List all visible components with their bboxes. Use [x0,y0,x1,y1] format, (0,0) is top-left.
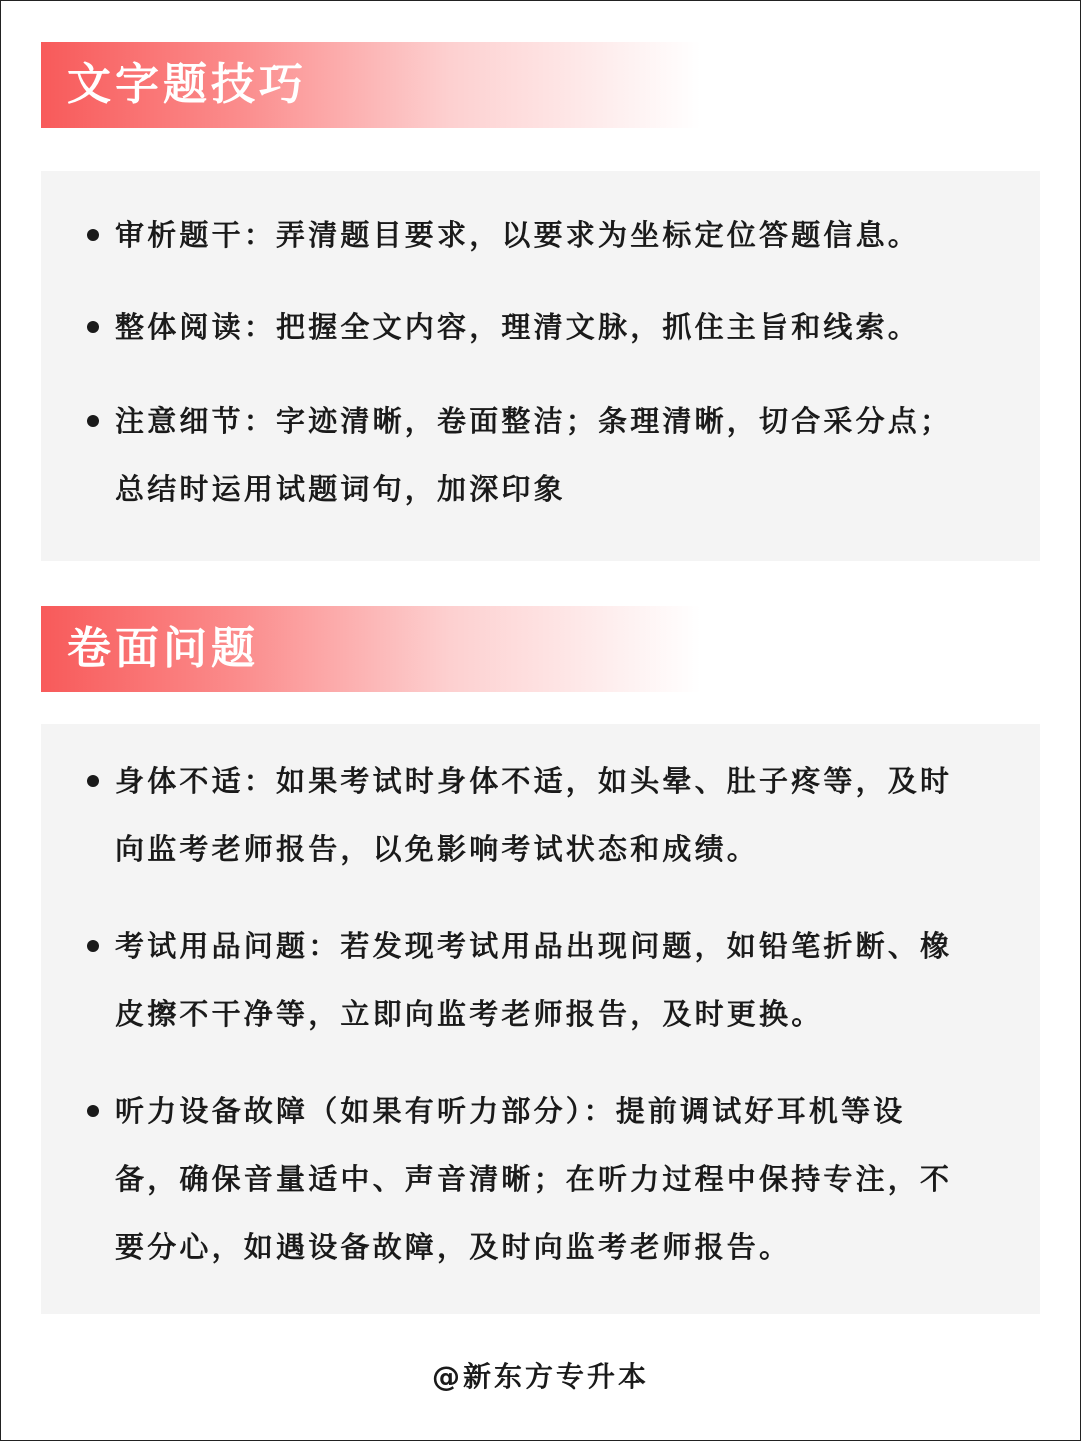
item-text: 总结时运用试题词句，加深印象 [115,472,566,506]
section-title-text: 文字题技巧 [67,59,307,110]
bullet-icon [87,940,99,952]
list-item [115,912,995,1048]
bullet-icon [87,1105,99,1117]
section-title-paper-issues [41,606,701,692]
list-item [115,747,995,883]
item-text: 注意细节：字迹清晰，卷面整洁；条理清晰，切合采分点； [115,404,953,438]
bullet-icon [87,415,99,427]
item-text: 听力设备故障（如果有听力部分）：提前调试好耳机等设 [115,1094,906,1128]
paper-issues-card [41,724,1040,1314]
writing-tips-card [41,171,1040,561]
item-text: 审析题干：弄清题目要求，以要求为坐标定位答题信息。 [115,218,921,252]
item-text: 皮擦不干净等，立即向监考老师报告，及时更换。 [115,997,824,1031]
list-item [115,201,995,269]
item-text: 向监考老师报告，以免影响考试状态和成绩。 [115,832,760,866]
bullet-icon [87,321,99,333]
list-item [115,293,995,361]
item-text: 备，确保音量适中、声音清晰；在听力过程中保持专注，不 [115,1162,953,1196]
item-text: 要分心，如遇设备故障，及时向监考老师报告。 [115,1230,792,1264]
item-text: 考试用品问题：若发现考试用品出现问题，如铅笔折断、橡 [115,929,953,963]
item-text: 整体阅读：把握全文内容，理清文脉，抓住主旨和线索。 [115,310,921,344]
list-item [115,387,995,523]
section-title-text: 卷面问题 [67,623,259,674]
section-title-writing-tips [41,42,701,128]
bullet-icon [87,775,99,787]
bullet-icon [87,229,99,241]
footer-watermark: @新东方专升本 [431,1360,649,1393]
list-item [115,1077,995,1281]
item-text: 身体不适：如果考试时身体不适，如头晕、肚子疼等，及时 [115,764,953,798]
